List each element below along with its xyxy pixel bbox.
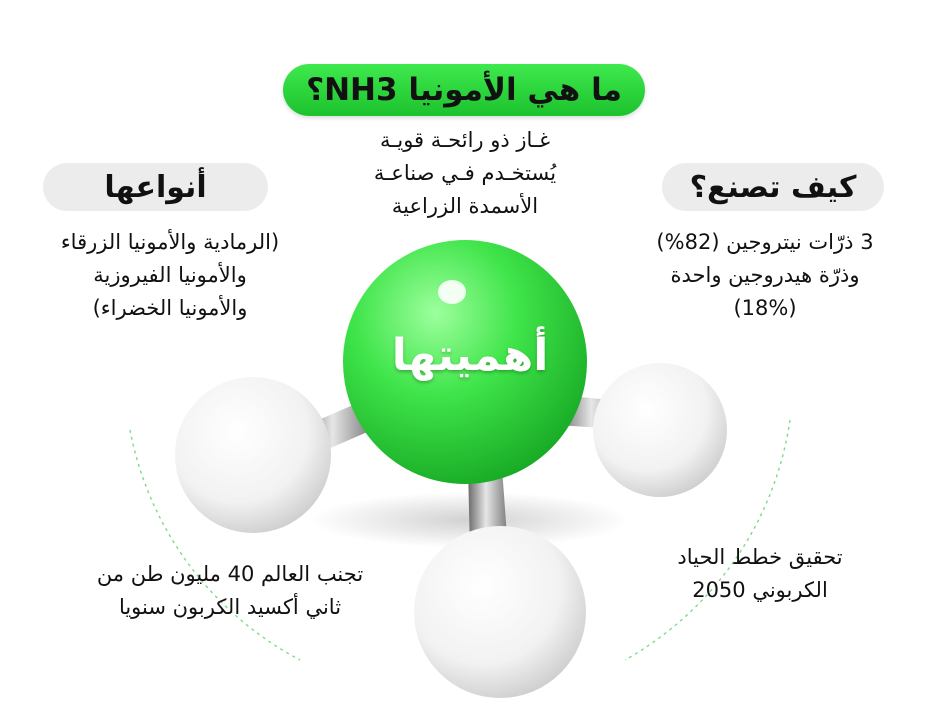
types-heading: أنواعها [43, 163, 268, 211]
importance-label: أهميتها [391, 330, 549, 381]
benefit-line: تحقيق خطط الحياد [677, 545, 843, 569]
description-line: غـاز ذو رائحـة قويـة [379, 128, 551, 152]
benefit-line: تجنب العالم 40 مليون طن من [96, 562, 364, 586]
how-made-text [615, 226, 915, 325]
types-line: (الرمادية والأمونيا الزرقاء [60, 230, 280, 254]
types-line: والأمونيا الفيروزية [93, 263, 247, 287]
how-made-line: 3 ذرّات نيتروجين (82%) [656, 230, 874, 254]
how-made-line: وذرّة هيدروجين واحدة [670, 263, 860, 287]
benefit-line: ثاني أكسيد الكربون سنويا [118, 595, 342, 619]
ammonia-description [330, 124, 600, 223]
benefit-avoid-emissions [55, 558, 405, 624]
nitrogen-atom-highlight [438, 280, 466, 304]
hydrogen-atom-left [175, 377, 331, 533]
hydrogen-atom-right [593, 363, 727, 497]
description-line: يُستخـدم فـي صناعـة [373, 161, 557, 185]
benefit-carbon-neutral [615, 541, 905, 607]
types-text [20, 226, 320, 325]
how-made-line: (18%) [733, 296, 797, 320]
how-made-heading: كيف تصنع؟ [662, 163, 884, 211]
page-title: ما هي الأمونيا NH3؟ [283, 64, 645, 116]
description-line: الأسمدة الزراعية [391, 194, 539, 218]
types-line: والأمونيا الخضراء) [92, 296, 248, 320]
benefit-line: الكربوني 2050 [692, 578, 828, 602]
hydrogen-atom-bottom [414, 526, 586, 698]
